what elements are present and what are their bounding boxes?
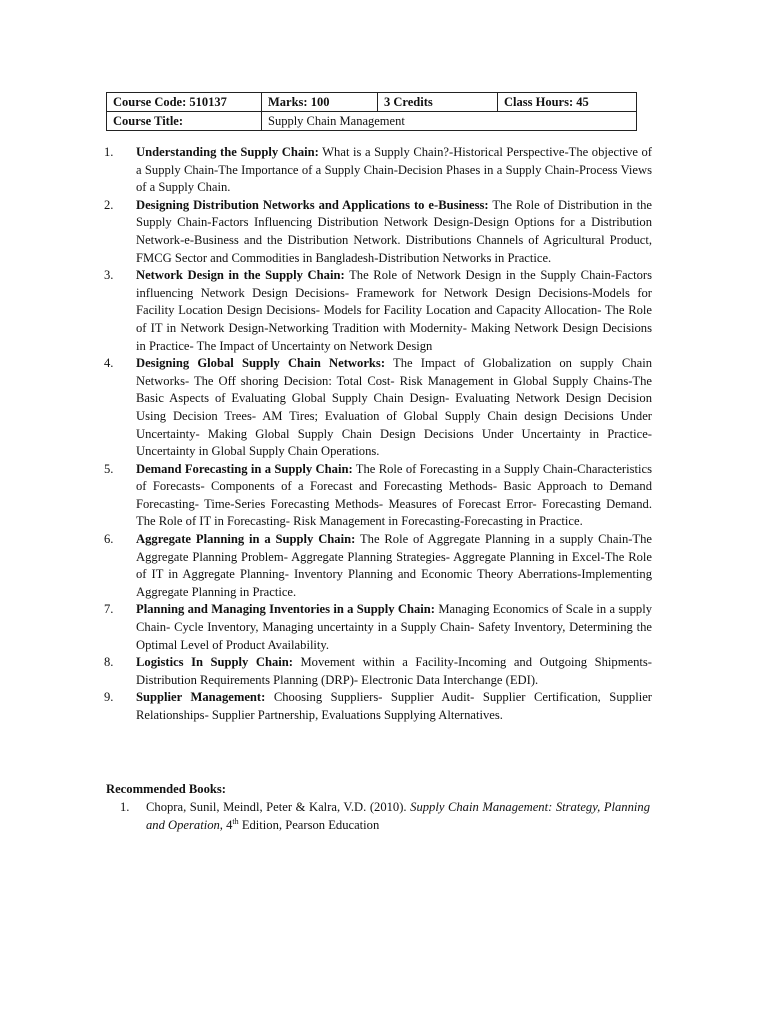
topic-item	[104, 144, 652, 197]
book-edition-suffix: th	[232, 816, 239, 826]
topic-number: 6.	[104, 532, 114, 547]
topic-heading: Demand Forecasting in a Supply Chain:	[136, 461, 353, 476]
book-item	[120, 798, 650, 834]
topic-item	[104, 689, 652, 724]
credits-cell: 3 Credits	[378, 93, 498, 112]
book-number: 1.	[120, 800, 130, 814]
topic-item	[104, 531, 652, 601]
book-authors: Chopra, Sunil, Meindl, Peter & Kalra, V.D. (2010).	[146, 800, 407, 814]
topic-number: 9.	[104, 690, 114, 705]
topic-text: Managing Economics of Scale in a supply Chain- Cycle Inventory, Managing uncertainty in a Supply Chain- Safety Inventory, Determining the Optimal Level of Product Availability.	[136, 602, 653, 652]
topic-text: The Role of Forecasting in a Supply Chain-Characteristics of Forecasts- Components of a Forecast and Forecasting Methods- Basic Approach to Demand Forecasting- Time-Series Forecasting Methods- Measures of Forecast Error- Forecasting Demand. The Role of IT in Forecasting- Risk Management in Forecasting-Forecasting in Practice.	[136, 461, 653, 529]
topic-text: The Role of Distribution in the Supply Chain-Factors Influencing Distribution Network Design-Design Options for a Distribution Network-e-Business and the Distribution Network. Distributions Channels of Agricultural Product, FMCG Sector and Commodities in Bangladesh-Distribution Networks in Practice.	[136, 197, 653, 265]
topic-text: The Impact of Globalization on supply Chain Networks- The Off shoring Decision: Total Cost- Risk Management in Global Supply Chains-The Basic Aspects of Evaluating Global Supply Chain Design- Evaluating Network Design Decision Using Decision Trees- AM Tires; Evaluation of Global Supply Chain design Decisions Under Uncertainty- Making Global Supply Chain Design Decisions Under Uncertainty in Practice- Uncertainty in Global Supply Chain Operations.	[136, 356, 652, 459]
topic-heading: Planning and Managing Inventories in a Supply Chain:	[136, 602, 435, 617]
course-info-table	[106, 92, 637, 131]
recommended-books-heading: Recommended Books:	[106, 782, 226, 796]
topic-text: Choosing Suppliers- Supplier Audit- Supplier Certification, Supplier Relationships- Supplier Partnership, Evaluations Supplying Alternatives.	[136, 690, 652, 722]
course-info-row-1	[107, 93, 637, 112]
books-list	[120, 798, 650, 834]
topic-heading: Aggregate Planning in a Supply Chain:	[136, 532, 356, 547]
topic-number: 4.	[104, 356, 114, 371]
topic-number: 1.	[104, 145, 114, 159]
topic-heading: Understanding the Supply Chain:	[136, 145, 319, 159]
topic-item	[104, 267, 652, 355]
topic-item	[104, 601, 652, 654]
topic-number: 7.	[104, 602, 114, 617]
topic-number: 5.	[104, 461, 114, 476]
topic-heading: Supplier Management:	[136, 690, 266, 705]
book-title: Supply Chain Management: Strategy, Planning and Operation,	[146, 800, 650, 832]
topic-heading: Network Design in the Supply Chain:	[136, 268, 345, 283]
course-title-value: Supply Chain Management	[262, 112, 637, 131]
topic-item	[104, 197, 652, 267]
topic-number: 2.	[104, 197, 114, 212]
book-publisher: Edition, Pearson Education	[241, 818, 380, 832]
topic-heading: Logistics In Supply Chain:	[136, 655, 293, 670]
topic-item	[104, 355, 652, 461]
topic-item	[104, 654, 652, 689]
topic-number: 8.	[104, 655, 114, 670]
book-edition-number: 4	[226, 818, 233, 832]
course-info-row-2	[107, 112, 637, 131]
topic-text: Movement within a Facility-Incoming and Outgoing Shipments-Distribution Requirements Planning (DRP)- Electronic Data Interchange (EDI).	[136, 655, 652, 687]
topic-text: What is a Supply Chain?-Historical Perspective-The objective of a Supply Chain-The Importance of a Supply Chain-Decision Phases in a Supply Chain-Process Views of a Supply Chain.	[136, 145, 652, 195]
class-hours-cell: Class Hours: 45	[498, 93, 637, 112]
topic-heading: Designing Global Supply Chain Networks:	[136, 356, 386, 371]
topic-number: 3.	[104, 268, 114, 283]
topic-text: The Role of Network Design in the Supply Chain-Factors influencing Network Design Decisions- Framework for Network Design Decisions-Models for Facility Location Design Decisions- Models for Facility Location and Capacity Allocation- The Role of IT in Network Design-Networking Tradition with Modernity- Making Network Design Decisions in Practice- The Impact of Uncertainty on Network Design	[136, 268, 653, 353]
course-title-label: Course Title:	[107, 112, 262, 131]
marks-cell: Marks: 100	[262, 93, 378, 112]
topic-text: The Role of Aggregate Planning in a supply Chain-The Aggregate Planning Problem- Aggregate Planning Strategies- Aggregate Planning in Excel-The Role of IT in Aggregate Planning- Inventory Planning and Economic Theory Aberrations-Implementing Aggregate Planning in Practice.	[136, 532, 653, 599]
course-code-cell: Course Code: 510137	[107, 93, 262, 112]
topic-item	[104, 461, 652, 531]
topics-list	[104, 144, 652, 725]
topic-heading: Designing Distribution Networks and Applications to e-Business:	[136, 197, 489, 212]
